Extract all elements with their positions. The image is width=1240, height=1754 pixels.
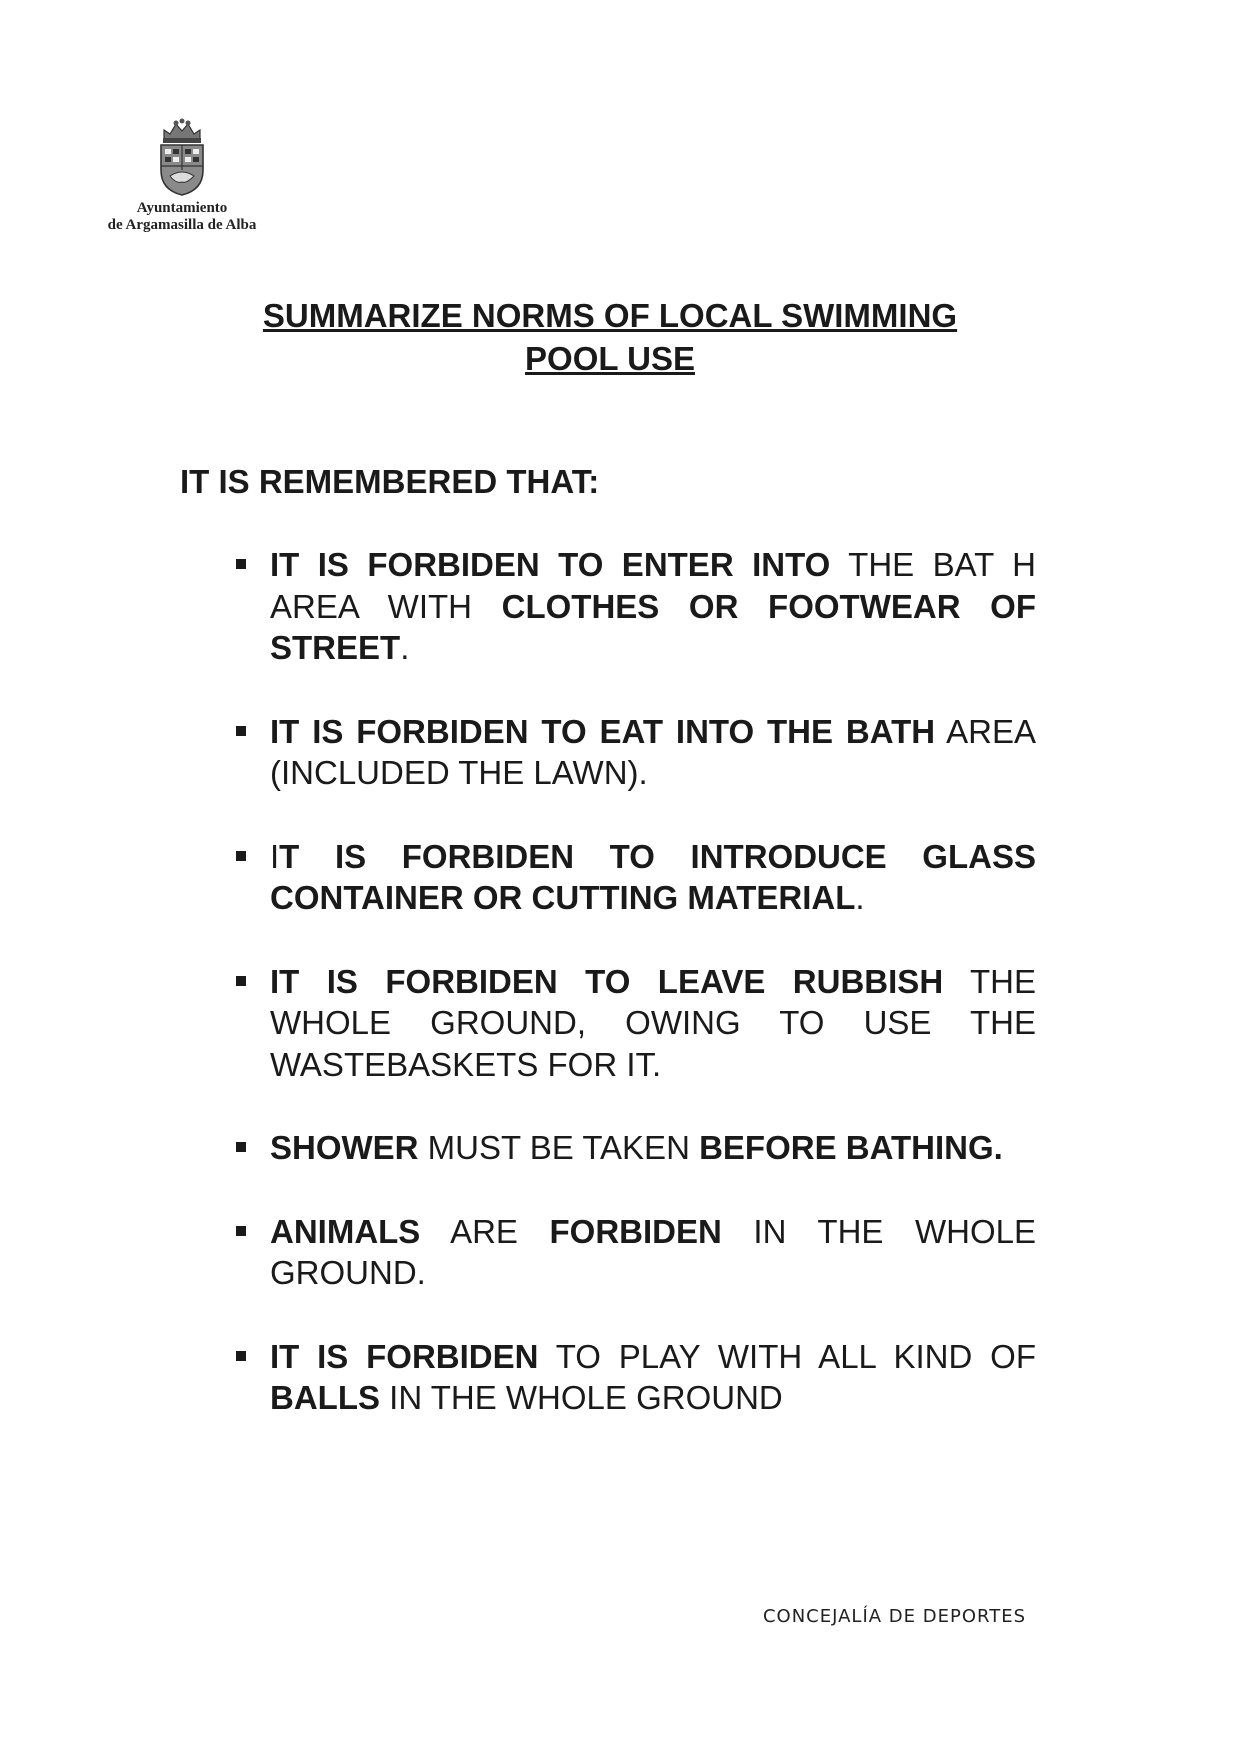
logo-caption [96, 200, 268, 234]
square-bullet-icon [236, 1226, 246, 1236]
rule-text-bold: IT IS FORBIDEN TO ENTER INTO [270, 546, 831, 583]
document-title [190, 294, 1030, 380]
square-bullet-icon [236, 976, 246, 986]
rule-text: ARE [420, 1212, 550, 1250]
rule-text-bold: BEFORE BATHING. [699, 1129, 1003, 1166]
rules-list [236, 544, 1036, 1419]
logo-line-1: Ayuntamiento [136, 200, 228, 216]
rule-item [236, 1211, 1036, 1294]
logo-line-2: de Argamasilla de Alba [107, 217, 257, 233]
square-bullet-icon [236, 1142, 246, 1152]
intro-heading: IT IS REMEMBERED THAT: [180, 463, 600, 500]
square-bullet-icon [236, 726, 246, 736]
title-line-2: POOL USE [525, 340, 695, 377]
rule-text: AREA (INCLUDED THE LAWN). [270, 712, 1036, 791]
rule-item [236, 1127, 1036, 1169]
rule-text: MUST BE TAKEN [418, 1129, 700, 1166]
rule-text-bold: BALLS [270, 1379, 380, 1416]
rule-item [236, 711, 1036, 794]
rule-text: IN THE WHOLE GROUND. [270, 1212, 1036, 1291]
rule-text-bold: CLOTHES OR FOOTWEAR OF STREET [270, 587, 1036, 666]
coat-of-arms-icon [156, 118, 208, 196]
rule-text: I [270, 837, 280, 875]
rule-text: THE WHOLE GROUND, OWING TO USE THE WASTEBASKETS FOR IT. [270, 962, 1036, 1083]
square-bullet-icon [236, 851, 246, 861]
rule-text-bold: ANIMALS [270, 1212, 421, 1250]
rule-text: TO PLAY WITH ALL KIND OF [538, 1337, 1036, 1375]
municipal-logo [96, 118, 268, 234]
title-line-1: SUMMARIZE NORMS OF LOCAL SWIMMING [262, 297, 958, 334]
rule-text: THE BAT H AREA WITH [270, 546, 1037, 625]
square-bullet-icon [236, 559, 246, 569]
square-bullet-icon [236, 1351, 246, 1361]
rule-text-bold: IT IS FORBIDEN [270, 1337, 539, 1375]
rule-text-bold: IT IS FORBIDEN TO EAT INTO THE BATH [270, 712, 936, 750]
rule-text-bold: FORBIDEN [549, 1212, 722, 1250]
rule-item [236, 1336, 1036, 1419]
rule-text-bold: IT IS FORBIDEN TO LEAVE RUBBISH [270, 962, 944, 1000]
rule-item [236, 544, 1036, 669]
rule-text: . [855, 879, 865, 916]
department-footer: CONCEJALÍA DE DEPORTES [762, 1606, 1026, 1627]
rule-text: . [400, 629, 410, 666]
rule-item [236, 836, 1036, 919]
rule-item [236, 961, 1036, 1086]
rule-text-bold: SHOWER [270, 1129, 419, 1166]
rule-text-bold: T IS FORBIDEN TO INTRODUCE GLASS CONTAINER OR CUTTING MATERIAL [270, 837, 1036, 916]
rule-text: IN THE WHOLE GROUND [380, 1379, 783, 1416]
